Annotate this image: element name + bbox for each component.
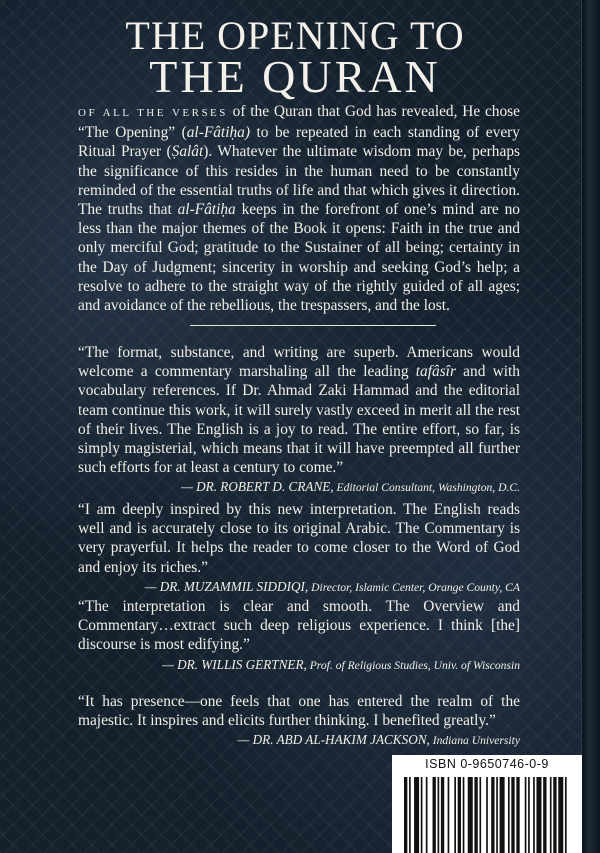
barcode-bar	[409, 777, 411, 853]
barcode-bar	[486, 777, 488, 853]
quote-jackson-author: — DR. ABD AL-HAKIM JACKSON,	[237, 732, 430, 748]
title-line-2: THE QURAN	[149, 51, 441, 102]
barcode-bar	[508, 777, 510, 853]
barcode-bar	[458, 777, 461, 853]
barcode-bar	[525, 777, 527, 853]
barcode-bar	[496, 777, 498, 853]
barcode-bar	[558, 777, 563, 853]
barcode-bar	[528, 777, 530, 853]
quote-crane-text-2: and with vocabulary references. If Dr. Ahmad Zaki Hammad and the editorial team continue this work, it will surely vastly exceed in merit all the rest of their lives. The English is a joy to read. The entire effort, so far, is simply magisterial, which means that it will have preempted all further such efforts for at least a century to come.”	[78, 363, 520, 477]
quote-crane-role: Editorial Consultant, Washington, D.C.	[333, 481, 520, 495]
intro-text-2: to be repeated in each standing of every Ritual Prayer (	[78, 124, 520, 161]
barcode-bar	[565, 777, 567, 853]
barcode-bar	[441, 777, 444, 853]
barcode-bar	[479, 777, 481, 853]
barcode-bar	[533, 777, 535, 853]
barcode-bar	[438, 777, 440, 853]
quote-crane-text	[78, 343, 520, 477]
quote-crane-text-1: “The format, substance, and writing are superb. Americans would welcome a commentary marshaling all the leading	[78, 344, 520, 381]
quote-gertner-attribution	[78, 656, 520, 675]
quote-crane-author: — DR. ROBERT D. CRANE,	[181, 479, 334, 495]
barcode	[404, 777, 570, 853]
quote-crane	[78, 343, 520, 497]
quote-gertner-author: — DR. WILLIS GERTNER,	[162, 656, 307, 672]
barcode-bar	[468, 777, 473, 853]
quote-siddiqi-text: “I am deeply inspired by this new interpretation. The English reads well and is accurately close to its original Arabic. The Commentary is very prayerful. It helps the reader to come closer to the Word of God and enjoy its riches.”	[78, 501, 520, 576]
barcode-bar	[553, 777, 556, 853]
intro-lead-caps: OF ALL THE VERSES	[78, 107, 228, 119]
quote-siddiqi-attribution	[78, 578, 520, 597]
barcode-bar	[414, 777, 419, 853]
barcode-bar	[536, 777, 541, 853]
intro-italic-1: al-Fâtiḥa)	[186, 124, 250, 142]
quote-siddiqi	[78, 500, 520, 597]
barcode-bar	[543, 777, 546, 853]
quote-gertner-role: Prof. of Religious Studies, Univ. of Wisconsin	[306, 658, 520, 672]
quote-crane-italic: tafâsîr	[415, 363, 456, 381]
quote-jackson-text: “It has presence—one feels that one has entered the realm of the majestic. It inspires and elicits further thinking. I benefited greatly.”	[78, 693, 520, 730]
barcode-bar	[448, 777, 450, 853]
barcode-bar	[454, 777, 456, 853]
section-divider	[190, 325, 436, 326]
barcode-bar	[474, 777, 477, 853]
quote-siddiqi-author: — DR. MUZAMMIL SIDDIQI,	[144, 578, 309, 594]
barcode-bar	[511, 777, 514, 853]
quote-siddiqi-role: Director, Islamic Center, Orange County, CA	[308, 580, 520, 594]
barcode-bar	[426, 777, 428, 853]
quote-gertner-text: “The interpretation is clear and smooth. The Overview and Commentary…extract such deep religious experience. I think [the] discourse is most edifying.”	[78, 598, 520, 654]
intro-paragraph	[78, 102, 520, 315]
barcode-bar	[463, 777, 465, 853]
book-spine	[581, 0, 600, 853]
barcode-bar	[433, 777, 436, 853]
intro-text-4: keeps in the forefront of one’s mind are no less than the major themes of the Book it opens: Faith in the true and only merciful God; gratitude to the Sustainer of all being; certainty in the Day of Judgment; sincerity in worship and seeking God’s help; a resolve to adhere to the straight way of the rightly guided of all ages; and avoidance of the rebellious, the trespassers, and the lost.	[78, 201, 521, 315]
barcode-bar	[491, 777, 494, 853]
quote-gertner	[78, 597, 520, 675]
intro-text-3: ). Whatever the ultimate wisdom may be, perhaps the significance of this resides in the human need to be constantly reminded of the essential truths of life and that which gives it direction. The truths that	[78, 143, 521, 219]
quote-crane-attribution	[78, 478, 520, 497]
isbn-barcode-panel	[392, 755, 582, 853]
isbn-label: ISBN 0-9650746-0-9	[425, 757, 549, 771]
barcode-bar	[404, 777, 407, 853]
barcode-bar	[421, 777, 423, 853]
intro-text-1: of the Quran that God has revealed, He chose “The Opening” (	[78, 103, 521, 142]
barcode-bar	[516, 777, 519, 853]
barcode-bar	[550, 777, 552, 853]
intro-italic-3: al-Fâtiḥa	[177, 201, 236, 219]
quote-jackson	[78, 692, 520, 750]
quote-jackson-attribution	[78, 731, 520, 750]
quote-jackson-role: Indiana University	[429, 734, 520, 748]
title-line-1: THE OPENING TO	[125, 13, 465, 58]
intro-italic-2: Ṣalât	[171, 143, 204, 161]
barcode-bar	[500, 777, 505, 853]
